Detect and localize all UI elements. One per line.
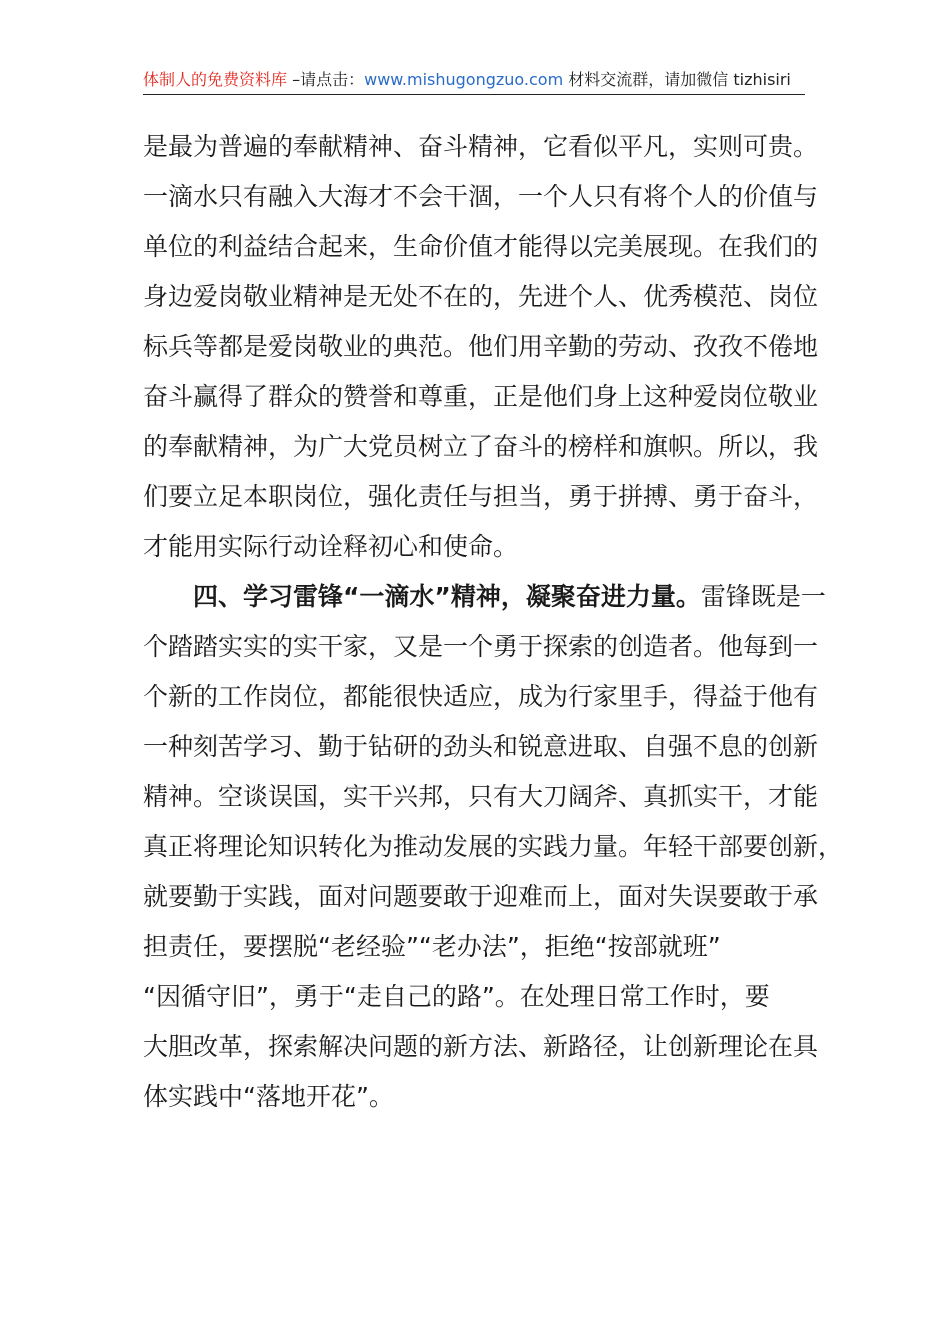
text-line: 的奉献精神，为广大党员树立了奋斗的榜样和旗帜。所以，我 — [143, 432, 819, 461]
header-url-link[interactable]: www.mishugongzuo.com — [364, 70, 564, 89]
text-line: 个新的工作岗位，都能很快适应，成为行家里手，得益于他有 — [143, 682, 819, 711]
header-site-name: 体制人的免费资料库 — [143, 70, 288, 89]
text-line: 一滴水只有融入大海才不会干涸，一个人只有将个人的价值与 — [143, 182, 819, 211]
page-header — [143, 66, 805, 95]
text-line: 单位的利益结合起来，生命价值才能得以完美展现。在我们的 — [143, 232, 819, 261]
text-line: 们要立足本职岗位，强化责任与担当，勇于拼搏、勇于奋斗， — [143, 482, 819, 511]
text-line: 个踏踏实实的实干家，又是一个勇于探索的创造者。他每到一 — [143, 632, 819, 661]
text-line: 就要勤于实践，面对问题要敢于迎难而上，面对失误要敢于承 — [143, 882, 819, 911]
text-line: 大胆改革，探索解决问题的新方法、新路径，让创新理论在具 — [143, 1032, 819, 1061]
text-line: 才能用实际行动诠释初心和使命。 — [143, 532, 519, 561]
header-prompt: –请点击： — [287, 70, 365, 89]
paragraph-1 — [143, 122, 819, 572]
text-line: 精神。空谈误国，实干兴邦，只有大刀阔斧、真抓实干，才能 — [143, 782, 819, 811]
text-line: “因循守旧”，勇于“走自己的路”。在处理日常工作时，要 — [143, 982, 770, 1011]
paragraph-2 — [143, 572, 844, 1122]
text-line: 担责任，要摆脱“老经验”“老办法”，拒绝“按部就班” — [143, 932, 721, 961]
text-line: 一种刻苦学习、勤于钻研的劲头和锐意进取、自强不息的创新 — [143, 732, 819, 761]
header-tail: 材料交流群，请加微信 tizhisiri — [563, 70, 791, 89]
text-line: 身边爱岗敬业精神是无处不在的，先进个人、优秀模范、岗位 — [143, 282, 819, 311]
text-line: 是最为普遍的奉献精神、奋斗精神，它看似平凡，实则可贵。 — [143, 132, 819, 161]
text-line: 奋斗赢得了群众的赞誉和尊重，正是他们身上这种爱岗位敬业 — [143, 382, 819, 411]
text-line: 标兵等都是爱岗敬业的典范。他们用辛勤的劳动、孜孜不倦地 — [143, 332, 819, 361]
document-body — [143, 122, 844, 1122]
paragraph-2-first-line — [143, 572, 826, 622]
text-line: 体实践中“落地开花”。 — [143, 1082, 394, 1111]
text-fragment: 雷锋既是一 — [700, 582, 826, 611]
section-heading: 四、学习雷锋“一滴水”精神，凝聚奋进力量。 — [193, 582, 701, 611]
text-line: 真正将理论知识转化为推动发展的实践力量。年轻干部要创新， — [143, 832, 844, 861]
